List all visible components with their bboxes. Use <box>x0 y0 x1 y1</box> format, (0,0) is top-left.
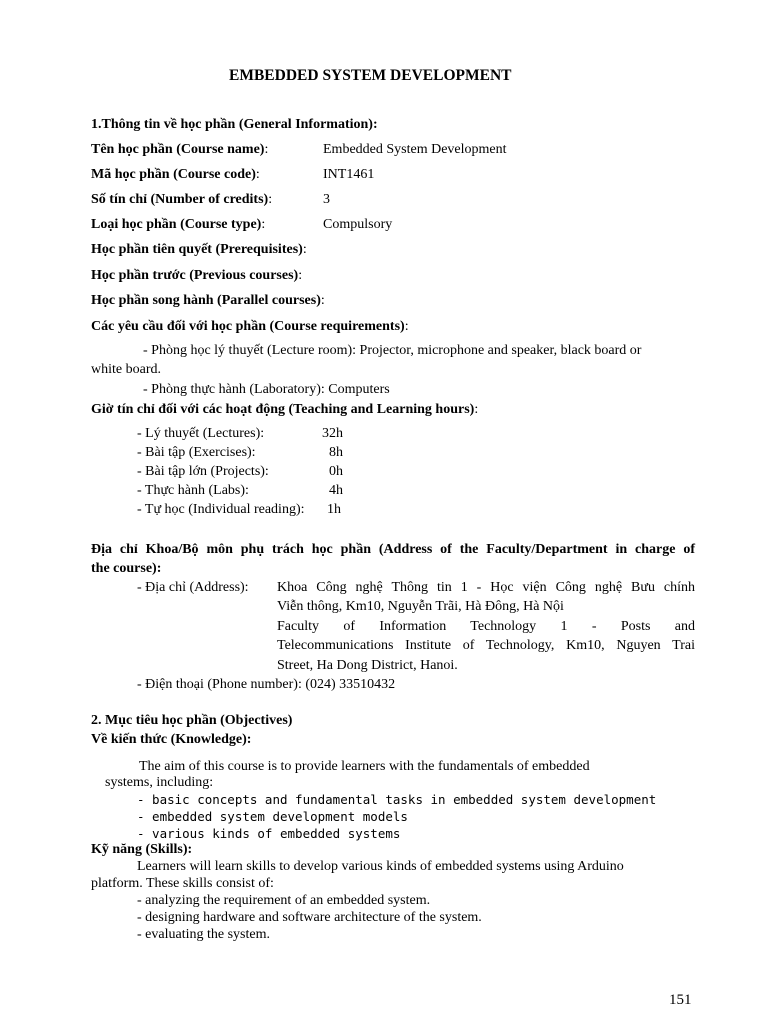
skills-heading: Kỹ năng (Skills): <box>91 842 193 857</box>
address-line: Faculty of Information Technology 1 - Posts and <box>277 619 695 634</box>
field-colon: : <box>264 142 269 157</box>
requirement-laboratory: - Phòng thực hành (Laboratory): Computers <box>143 382 390 397</box>
hours-item-value: 8h <box>329 445 343 460</box>
field-course-requirements <box>91 318 409 335</box>
field-label: Số tín chỉ (Number of credits) <box>91 192 269 207</box>
skills-intro: Learners will learn skills to develop various kinds of embedded systems using Arduino <box>137 859 624 874</box>
field-label: Học phần trước (Previous courses) <box>91 268 299 283</box>
field-colon: : <box>268 192 273 207</box>
knowledge-item: - various kinds of embedded systems <box>137 826 401 841</box>
knowledge-intro: The aim of this course is to provide learners with the fundamentals of embedded <box>139 759 590 774</box>
address-line: Khoa Công nghệ Thông tin 1 - Học viện Công nghệ Bưu chính <box>277 580 695 595</box>
hours-label: Giờ tín chỉ đối với các hoạt động (Teaching and Learning hours) <box>91 402 475 417</box>
field-colon: : <box>404 319 409 334</box>
hours-item-label: - Tự học (Individual reading): <box>137 502 305 517</box>
field-parallel-courses <box>91 292 325 309</box>
address-line: Street, Ha Dong District, Hanoi. <box>277 658 458 673</box>
field-label: Mã học phần (Course code) <box>91 167 256 182</box>
field-course-type <box>91 216 265 233</box>
field-label: Học phần song hành (Parallel courses) <box>91 293 321 308</box>
hours-item-value: 0h <box>329 464 343 479</box>
field-colon: : <box>298 268 303 283</box>
field-label: Loại học phần (Course type) <box>91 217 262 232</box>
hours-colon: : <box>474 402 479 417</box>
skills-item: - designing hardware and software architecture of the system. <box>137 910 482 925</box>
field-prerequisites <box>91 241 307 258</box>
faculty-label-cont: the course): <box>91 561 162 576</box>
requirement-lecture-room-cont: white board. <box>91 362 161 377</box>
hours-item-label: - Lý thuyết (Lectures): <box>137 426 265 441</box>
document-title: EMBEDDED SYSTEM DEVELOPMENT <box>229 67 512 84</box>
hours-item-label: - Bài tập (Exercises): <box>137 445 256 460</box>
address-label: - Địa chỉ (Address): <box>137 580 249 595</box>
phone-number: - Điện thoại (Phone number): (024) 33510432 <box>137 677 396 692</box>
field-label: Học phần tiên quyết (Prerequisites) <box>91 242 303 257</box>
field-label: Tên học phần (Course name) <box>91 142 265 157</box>
section-2-heading: 2. Mục tiêu học phần (Objectives) <box>91 713 293 728</box>
skills-item: - evaluating the system. <box>137 927 270 942</box>
teaching-hours-label <box>91 401 478 418</box>
skills-intro-cont: platform. These skills consist of: <box>91 876 274 891</box>
hours-item-label: - Thực hành (Labs): <box>137 483 249 498</box>
field-colon: : <box>320 293 325 308</box>
section-1-heading: 1.Thông tin về học phần (General Information): <box>91 117 378 132</box>
field-value: 3 <box>323 192 330 207</box>
field-course-code <box>91 166 260 183</box>
field-colon: : <box>302 242 307 257</box>
hours-item-value: 1h <box>327 502 341 517</box>
knowledge-heading: Về kiến thức (Knowledge): <box>91 732 252 747</box>
field-previous-courses <box>91 267 302 284</box>
field-credits <box>91 191 272 208</box>
hours-item-value: 4h <box>329 483 343 498</box>
hours-item-value: 32h <box>322 426 343 441</box>
skills-item: - analyzing the requirement of an embedded system. <box>137 893 431 908</box>
field-colon: : <box>261 217 266 232</box>
faculty-label: Địa chỉ Khoa/Bộ môn phụ trách học phần (Address of the Faculty/Department in charge of <box>91 542 695 557</box>
field-value: Compulsory <box>323 217 393 232</box>
page-number: 151 <box>669 992 692 1008</box>
field-value: Embedded System Development <box>323 142 507 157</box>
knowledge-intro-cont: systems, including: <box>105 775 214 790</box>
field-label: Các yêu cầu đối với học phần (Course requirements) <box>91 319 405 334</box>
address-line: Telecommunications Institute of Technology, Km10, Nguyen Trai <box>277 638 695 653</box>
field-colon: : <box>255 167 260 182</box>
hours-item-label: - Bài tập lớn (Projects): <box>137 464 269 479</box>
field-course-name <box>91 141 268 158</box>
address-line: Viễn thông, Km10, Nguyễn Trãi, Hà Đông, Hà Nội <box>277 599 564 614</box>
knowledge-item: - basic concepts and fundamental tasks in embedded system development <box>137 792 657 807</box>
knowledge-item: - embedded system development models <box>137 809 408 824</box>
requirement-lecture-room: - Phòng học lý thuyết (Lecture room): Projector, microphone and speaker, black board or <box>143 343 642 358</box>
field-value: INT1461 <box>323 167 375 182</box>
